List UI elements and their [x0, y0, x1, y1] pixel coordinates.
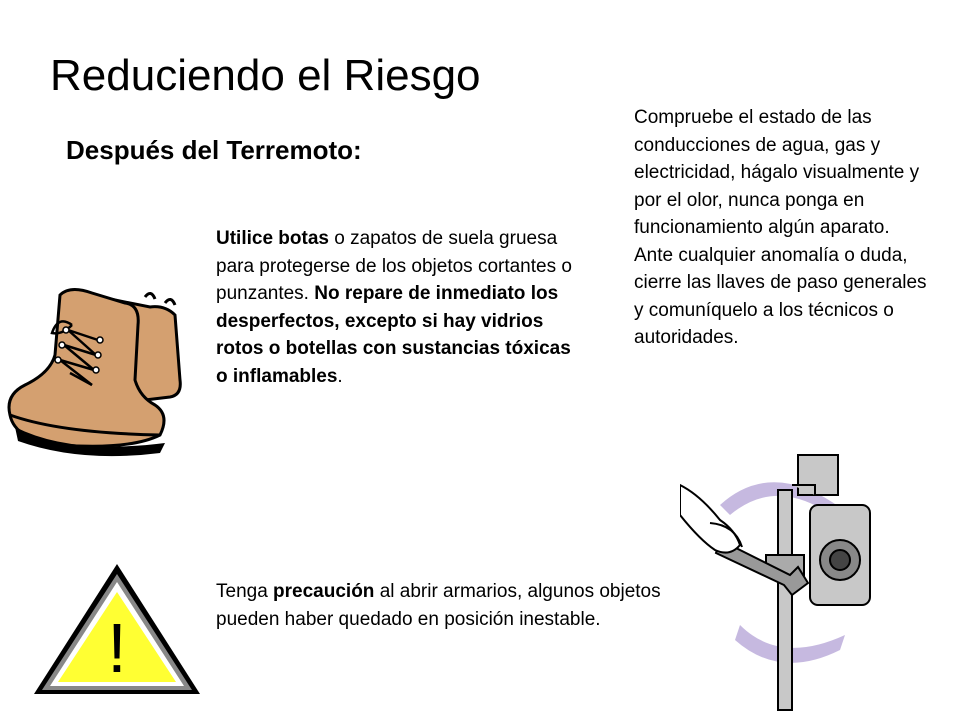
boots-illustration: [0, 285, 205, 465]
check-utilities-paragraph: Compruebe el estado de las conducciones de agua, gas y electricidad, hágalo visualmente y por el olor, nunca ponga en funcionamiento algún aparato. Ante cualquier anomalía o duda, cierre las llaves de paso generales y comuníquelo a los técnicos o autoridades.: [634, 107, 927, 348]
caution-post: al abrir armarios, algunos objetos pueden haber quedado en posición inestable.: [216, 581, 661, 630]
boots-paragraph: [216, 225, 576, 390]
svg-text:!: !: [107, 609, 127, 687]
caution-pre: Tenga: [216, 581, 274, 602]
boots-lead-rest: o zapatos de suela gruesa para protegerse de los objetos cortantes o punzantes.: [216, 228, 572, 304]
warning-triangle-icon: [30, 560, 205, 700]
page-title: Reduciendo el Riesgo: [50, 51, 481, 100]
repair-warning-bold: No repare de inmediato los desperfectos, excepto si hay vidrios rotos o botellas con sustancias tóxicas o inflamables: [216, 283, 571, 387]
caution-bold: precaución: [273, 581, 375, 602]
gas-meter-wrench-illustration: [680, 445, 880, 715]
caution-paragraph: [216, 578, 686, 633]
section-subtitle: Después del Terremoto:: [66, 135, 362, 165]
repair-warning-end: .: [337, 365, 343, 387]
boots-lead-bold: Utilice botas: [216, 228, 329, 249]
